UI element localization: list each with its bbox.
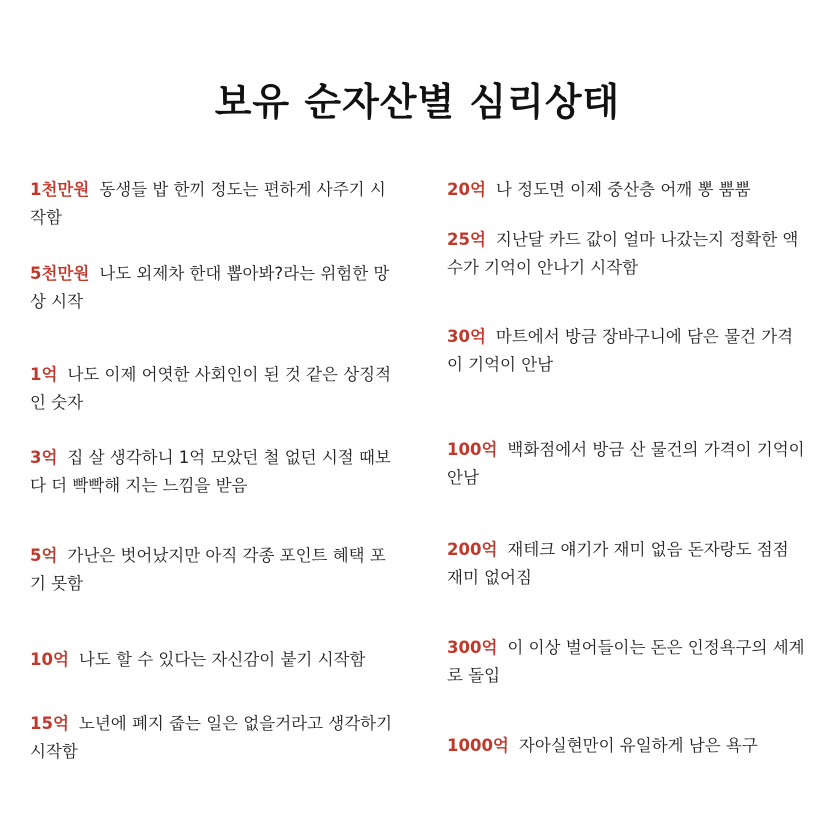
entry-5천만원 <box>30 260 400 316</box>
amount-label: 20억 <box>447 180 486 199</box>
amount-label: 25억 <box>447 230 486 249</box>
amount-label: 1억 <box>30 365 58 384</box>
amount-label: 200억 <box>447 540 498 559</box>
entry-text: 나도 할 수 있다는 자신감이 붙기 시작함 <box>78 650 366 669</box>
entry-text: 동생들 밥 한끼 정도는 편하게 사주기 시작함 <box>30 180 386 227</box>
entry-text: 나도 외제차 한대 뽑아봐?라는 위험한 망상 시작 <box>30 264 390 311</box>
entry-text: 백화점에서 방금 산 물건의 가격이 기억이 안남 <box>447 440 805 487</box>
entry-text: 자아실현만이 유일하게 남은 욕구 <box>518 736 758 755</box>
amount-label: 1000억 <box>447 736 509 755</box>
entry-30억 <box>447 323 807 379</box>
entry-15억 <box>30 710 400 766</box>
amount-label: 5억 <box>30 546 58 565</box>
entry-text: 지난달 카드 값이 얼마 나갔는지 정확한 액수가 기억이 안나기 시작함 <box>447 230 799 277</box>
entry-100억 <box>447 436 807 492</box>
entry-10억 <box>30 646 400 674</box>
amount-label: 30억 <box>447 327 486 346</box>
entry-text: 집 살 생각하니 1억 모았던 철 없던 시절 때보다 더 빡빡해 지는 느낌을 받음 <box>30 448 391 495</box>
entry-text: 이 이상 벌어들이는 돈은 인정욕구의 세계로 돌입 <box>447 638 805 685</box>
amount-label: 10억 <box>30 650 69 669</box>
amount-label: 15억 <box>30 714 69 733</box>
amount-label: 1천만원 <box>30 180 90 199</box>
entry-text: 재테크 얘기가 재미 없음 돈자랑도 점점 재미 없어짐 <box>447 540 789 587</box>
entry-25억 <box>447 226 807 282</box>
entry-3억 <box>30 444 400 500</box>
entry-1억 <box>30 361 400 417</box>
entry-20억 <box>447 176 807 204</box>
entry-1천만원 <box>30 176 400 232</box>
entry-text: 나도 이제 어엿한 사회인이 된 것 같은 상징적인 숫자 <box>30 365 392 412</box>
page-title: 보유 순자산별 심리상태 <box>214 80 621 124</box>
entry-text: 가난은 벗어났지만 아직 각종 포인트 혜택 포기 못함 <box>30 546 386 593</box>
entry-200억 <box>447 536 807 592</box>
amount-label: 5천만원 <box>30 264 90 283</box>
entry-1000억 <box>447 732 807 760</box>
amount-label: 3억 <box>30 448 58 467</box>
amount-label: 300억 <box>447 638 498 657</box>
entry-text: 노년에 폐지 줍는 일은 없을거라고 생각하기 시작함 <box>30 714 393 761</box>
entry-text: 마트에서 방금 장바구니에 담은 물건 가격이 기억이 안남 <box>447 327 794 374</box>
amount-label: 100억 <box>447 440 498 459</box>
entry-300억 <box>447 634 807 690</box>
entry-text: 나 정도면 이제 중산층 어깨 뽕 뿜뿜 <box>495 180 751 199</box>
entry-5억 <box>30 542 400 598</box>
